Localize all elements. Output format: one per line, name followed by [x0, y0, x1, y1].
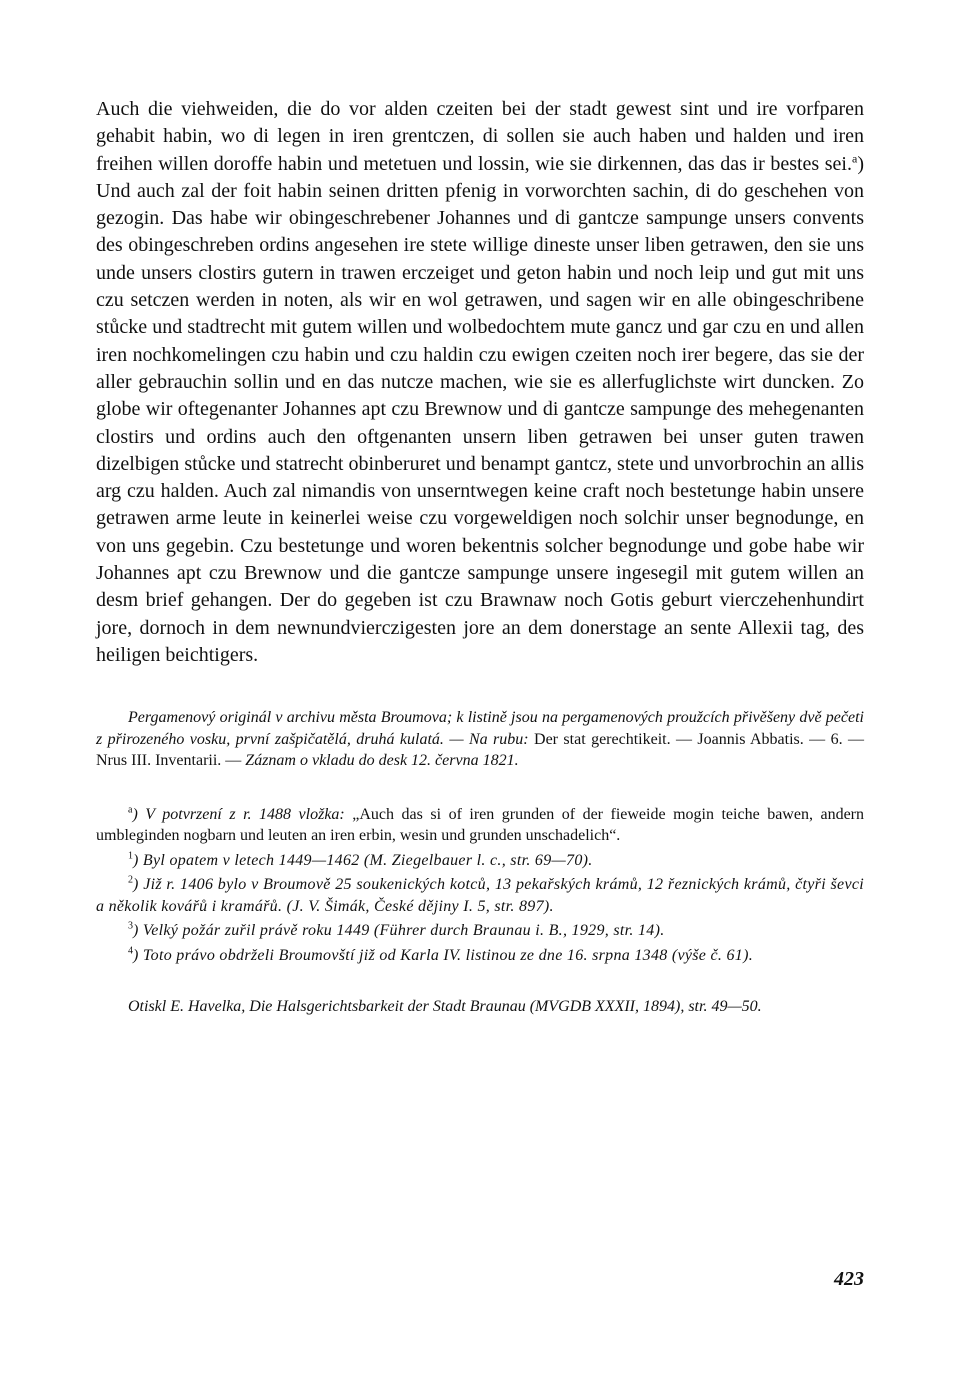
main-text-part-2: ) Und auch zal der foit habin seinen dritten pfenig in vorworchten sachin, di do geschehen von gezogin. Das habe wir obingeschrebener Johannes und di gantcze sampunge unsers convents des obingeschreben ordins angesehen ire stete willige dineste unser liben getrawen, den sie uns unde unsers clostirs gutern in trawen erczeiget und geton habin und noch leip und gut mit uns czu setczen werden in noten, als wir en wol getrawen, und sagen wir en alle obingeschribene stůcke und stadtrecht mit gutem willen und wolbedochtem mute gancz und gar czu en und allen iren nochkomelingen czu habin und czu haldin czu ewigen czeiten noch irer begere, das sie der aller gebrauchin sollin und en das nutcze machen, wie sie es allerfuglichste wirt duncken. Zo globe wir oftegenanter Johannes apt czu Brewnow und di gantcze sampunge des mehegenanten clostirs und ordins auch den oftgenanten unsern liben getrawen bei unser guten trawen dizelbigen stůcke und statrecht obinberuret und benampt gantcz, stete und unvorbrochin an allis arg czu halden. Auch zal nimandis von unserntwegen keine craft noch bestetunge habin unsere getrawen arme leute in keinerlei weise czu vorgeweldigen noch solchir unser begnodunge, en von uns gegebin. Czu bestetunge und woren bekentnis solcher begnodunge und gobe habe wir Johannes apt czu Brewnow und die gantcze sampunge unsere ingesegil mit gutem willen an desm brief gehangen. Der do gegeben ist czu Brawnaw noch Gotis geburt vierczehenhundirt jore, dornoch in dem newnundvierczigesten jore an dem donerstage an sente Allexii tag, des heiligen beichtigers. [96, 152, 864, 666]
provenance-italic-2: Záznam o vkladu do desk 12. června 1821. [245, 752, 519, 770]
page-number: 423 [834, 1268, 864, 1290]
provenance-italic-1: Pergamenový originál v archivu města Broumova; k listině jsou na pergamenových proužcích přivěšeny dvě pečeti z přirozeného vosku, první zašpičatělá, druhá kulatá. — Na rubu: [96, 709, 864, 748]
footnote-4 [96, 945, 864, 967]
footnote-2 [96, 874, 864, 917]
footnote-italic-text: ) Toto právo obdrželi Broumovští již od Karla IV. listinou ze dne 16. srpna 1348 (výše č. 61). [133, 946, 754, 964]
footnote-mark: 2 [128, 874, 133, 886]
footnote-reference-a: a [852, 150, 858, 165]
footnote-1 [96, 850, 864, 872]
provenance-roman: Der stat gerechtikeit. — Joannis Abbatis. — 6. — Nrus III. Inventarii. — [96, 730, 865, 770]
footnote-mark: 3 [128, 920, 133, 932]
footnote-italic-text: ) V potvrzení z r. 1488 vložka: [132, 805, 345, 823]
footnotes-section [96, 804, 864, 967]
main-text-paragraph [96, 96, 864, 669]
footnote-roman-text: „Auch das si of iren grunden of der fieweide mogin teiche bawen, andern umbleginden nogbarn und leuten an iren erbin, wesin und grunden unschadelich“. [96, 805, 864, 845]
footnote-mark: 4 [128, 945, 133, 957]
main-text-part-1: Auch die viehweiden, die do vor alden czeiten bei der stadt gewest sint und ire vorfparen gehabit habin, wo di legen in iren grentczen, di sollen sie auch haben und halden und iren freihen willen doroffe habin und metetuen und lossin, wie sie dirkennen, das das ir bestes sei. [96, 98, 864, 175]
footnote-mark: a [128, 804, 133, 816]
edition-note: Otiskl E. Havelka, Die Halsgerichtsbarkeit der Stadt Braunau (MVGDB XXXII, 1894), str. 49—50. [128, 998, 762, 1016]
footnote-italic-text: ) Byl opatem v letech 1449—1462 (M. Ziegelbauer l. c., str. 69—70). [133, 851, 593, 869]
footnote-italic-text: ) Již r. 1406 bylo v Broumově 25 soukenických kotců, 13 pekařských krámů, 12 řeznických krámů, čtyři ševci a několik kovářů i kramářů. (J. V. Šimák, České dějiny I. 5, str. 897). [96, 876, 864, 915]
footnote-3 [96, 920, 864, 942]
provenance-note [96, 707, 864, 772]
footnote-mark: 1 [128, 850, 133, 862]
page-content [96, 96, 864, 1018]
footnote-a [96, 804, 864, 847]
footnote-italic-text: ) Velký požár zuřil právě roku 1449 (Führer durch Braunau i. B., 1929, str. 14). [133, 922, 665, 940]
